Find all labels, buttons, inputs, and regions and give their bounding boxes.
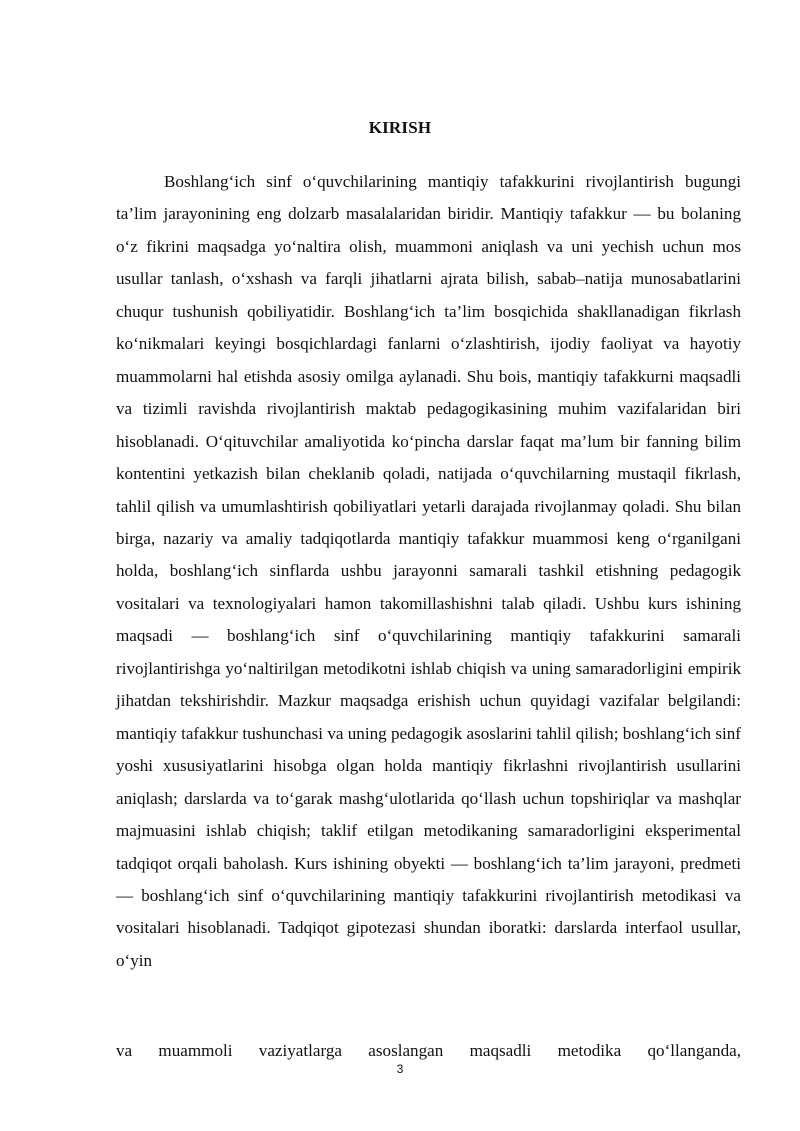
page-title: KIRISH: [368, 118, 432, 137]
body-paragraph-last-line: va muammoli vaziyatlarga asoslangan maqsadli metodika qo‘llanganda,: [116, 1041, 741, 1060]
body-paragraph: Boshlang‘ich sinf o‘quvchilarining mantiqiy tafakkurini rivojlantirish bugungi ta’lim jarayonining eng dolzarb masalalaridan biridir. Mantiqiy tafakkur — bu bolaning o‘z fikrini maqsadga yo‘naltira olish, muammoni aniqlash va uni yechish uchun mos usullar tanlash, o‘xshash va farqli jihatlarni ajrata bilish, sabab–natija munosabatlarini chuqur tushunish qobiliyatidir. Boshlang‘ich ta’lim bosqichida shakllanadigan fikrlash ko‘nikmalari keyingi bosqichlardagi fanlarni o‘zlashtirish, ijodiy faoliyat va hayotiy muammolarni hal etishda asosiy omilga aylanadi. Shu bois, mantiqiy tafakkurni maqsadli va tizimli ravishda rivojlantirish maktab pedagogikasining muhim vazifalaridan biri hisoblanadi. O‘qituvchilar amaliyotida ko‘pincha darslar faqat ma’lum bir fanning bilim kontentini yetkazish bilan cheklanib qoladi, natijada o‘quvchilarning mustaqil fikrlash, tahlil qilish va umumlashtirish qobiliyatlari yetarli darajada rivojlanmay qoladi. Shu bilan birga, nazariy va amaliy tadqiqotlarda mantiqiy tafakkur muammosi keng o‘rganilgani holda, boshlang‘ich sinflarda ushbu jarayonni samarali tashkil etishning pedagogik vositalari va texnologiyalari hamon takomillashishni talab qiladi. Ushbu kurs ishining maqsadi — boshlang‘ich sinf o‘quvchilarining mantiqiy tafakkurini samarali rivojlantirishga yo‘naltirilgan metodikotni ishlab chiqish va uning samaradorligini empirik jihatdan tekshirishdir. Mazkur maqsadga erishish uchun quyidagi vazifalar belgilandi: mantiqiy tafakkur tushunchasi va uning pedagogik asoslarini tahlil qilish; boshlang‘ich sinf yoshi xususiyatlarini hisobga olgan holda mantiqiy fikrlashni rivojlantirish usullarini aniqlash; darslarda va to‘garak mashg‘ulotlarida qo‘llash uchun topshiriqlar va mashqlar majmuasini ishlab chiqish; taklif etilgan metodikaning samaradorligini eksperimental tadqiqot orqali baholash. Kurs ishining obyekti — boshlang‘ich ta’lim jarayoni, predmeti — boshlang‘ich sinf o‘quvchilarining mantiqiy tafakkurini rivojlantirish metodikasi va vositalari hisoblanadi. Tadqiqot gipotezasi shundan iboratki: darslarda interfaol usullar, o‘yin: [116, 172, 741, 970]
page-number: 3: [396, 1062, 404, 1076]
